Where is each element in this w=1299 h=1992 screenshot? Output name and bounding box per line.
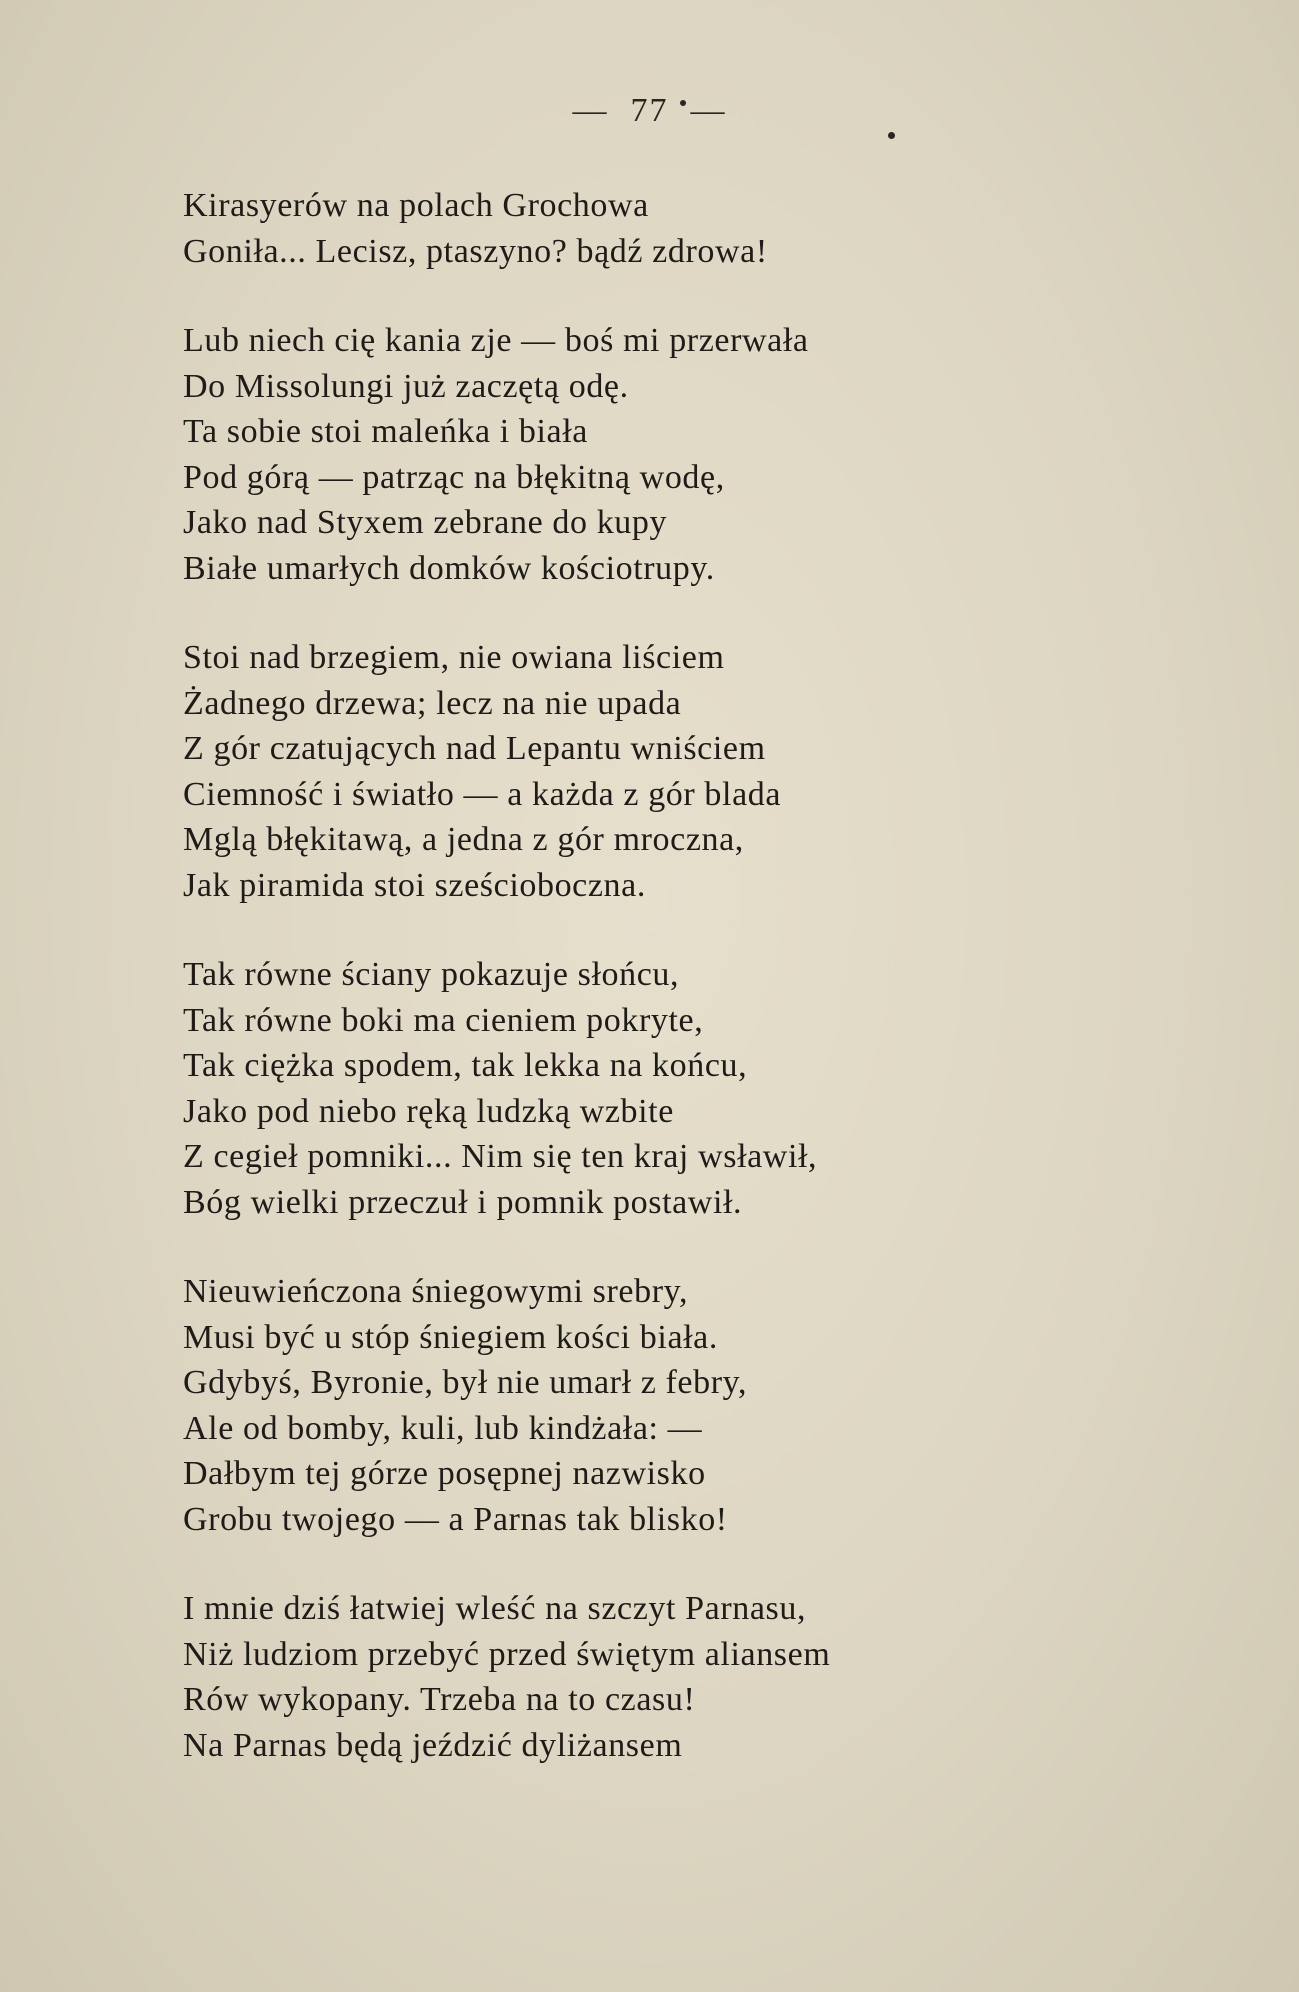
poem-line: Nieuwieńczona śniegowymi srebry, [183, 1273, 689, 1310]
page-number-dash-right: — [690, 92, 727, 129]
poem-line: Dałbym tej górze posępnej nazwisko [183, 1455, 706, 1492]
poem-line: Grobu twojego — a Parnas tak blisko! [183, 1500, 728, 1538]
poem-line: Musi być u stóp śniegiem kości biała. [183, 1318, 718, 1356]
poem-line: Pod górą — patrząc na błękitną wodę, [183, 458, 725, 496]
poem-line: Na Parnas będą jeździć dyliżansem [183, 1726, 683, 1764]
poem-line: Stoi nad brzegiem, nie owiana liściem [183, 639, 725, 676]
poem-line: I mnie dziś łatwiej wleść na szczyt Parnasu, [183, 1590, 807, 1627]
poem-line: Jak piramida stoi sześcioboczna. [183, 866, 646, 904]
page-number [0, 92, 1299, 130]
poem-line: Gdybyś, Byronie, był nie umarł z febry, [183, 1364, 748, 1401]
print-speck [888, 132, 895, 139]
poem-line: Tak równe ściany pokazuje słońcu, [183, 956, 680, 993]
poem-line: Z cegieł pomniki... Nim się ten kraj wsławił, [183, 1138, 818, 1175]
poem-line: Bóg wielki przeczuł i pomnik postawił. [183, 1183, 743, 1221]
poem-line: Lub niech cię kania zje — boś mi przerwała [183, 322, 809, 359]
poem-line: Kirasyerów na polach Grochowa [183, 187, 649, 224]
poem-line: Mglą błękitawą, a jedna z gór mroczna, [183, 821, 744, 858]
poem-line: Tak ciężka spodem, tak lekka na końcu, [183, 1047, 748, 1084]
stanza [183, 1269, 1183, 1542]
poem-line: Ta sobie stoi maleńka i biała [183, 413, 588, 450]
print-speck [680, 100, 686, 106]
poem-body [183, 183, 1183, 1812]
stanza [183, 1586, 1183, 1768]
page-number-dash-left: — [572, 92, 609, 129]
poem-line: Białe umarłych domków kościotrupy. [183, 549, 715, 587]
poem-line: Tak równe boki ma cieniem pokryte, [183, 1001, 704, 1039]
poem-line: Z gór czatujących nad Lepantu wniściem [183, 730, 766, 767]
poem-line: Jako pod niebo ręką ludzką wzbite [183, 1092, 674, 1130]
poem-line: Niż ludziom przebyć przed świętym aliansem [183, 1635, 831, 1673]
stanza [183, 635, 1183, 908]
poem-line: Rów wykopany. Trzeba na to czasu! [183, 1681, 696, 1718]
poem-line: Do Missolungi już zaczętą odę. [183, 367, 629, 405]
poem-line: Ciemność i światło — a każda z gór blada [183, 775, 782, 813]
poem-line: Żadnego drzewa; lecz na nie upada [183, 684, 682, 722]
poem-line: Ale od bomby, kuli, lub kindżała: — [183, 1409, 703, 1447]
page-number-value: 77 [630, 92, 669, 129]
stanza [183, 318, 1183, 591]
stanza [183, 183, 1183, 274]
poem-line: Jako nad Styxem zebrane do kupy [183, 504, 668, 541]
poem-line: Goniła... Lecisz, ptaszyno? bądź zdrowa! [183, 232, 768, 270]
stanza [183, 952, 1183, 1225]
